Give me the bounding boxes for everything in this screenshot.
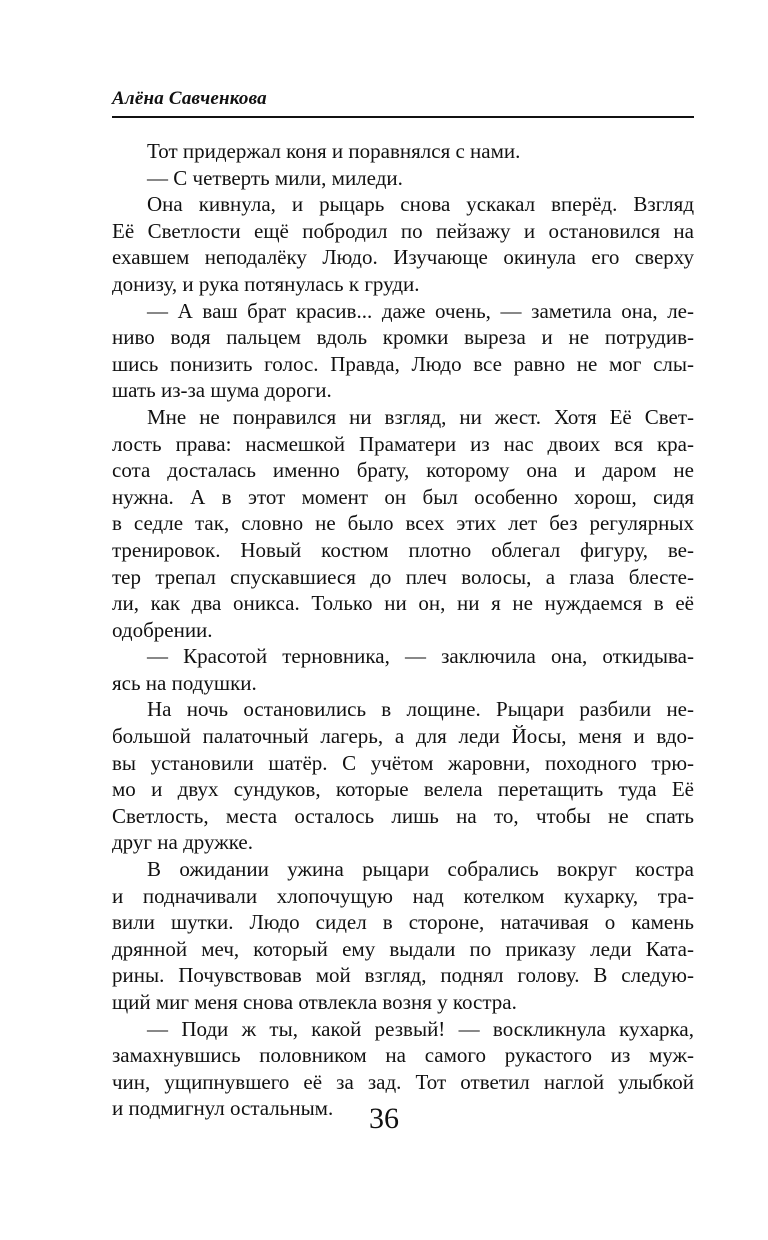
text-line: ехавшем неподалёку Людо. Изучающе окинула его сверху bbox=[112, 245, 694, 270]
text-line: ли, как два оникса. Только ни он, ни я не нуждаемся в её bbox=[112, 591, 694, 616]
text-line: — С четверть мили, миледи. bbox=[147, 165, 403, 190]
text-line: в седле так, словно не было всех этих лет без регулярных bbox=[112, 511, 694, 536]
text-line: На ночь остановились в лощине. Рыцари разбили не- bbox=[147, 697, 694, 722]
text-line: чин, ущипнувшего её за зад. Тот ответил наглой улыбкой bbox=[112, 1069, 694, 1094]
text-line: щий миг меня снова отвлекла возня у костра. bbox=[112, 990, 517, 1014]
text-line: Тот придержал коня и поравнялся с нами. bbox=[147, 139, 521, 163]
text-line: одобрении. bbox=[112, 617, 213, 642]
page-number: 36 bbox=[369, 1102, 399, 1135]
text-line: сота досталась именно брату, которому она и даром не bbox=[112, 458, 694, 483]
text-line: и подначивали хлопочущую над котелком кухарку, тра- bbox=[112, 883, 694, 908]
text-line: Мне не понравился ни взгляд, ни жест. Хотя Её Свет- bbox=[147, 404, 694, 429]
text-line: — Поди ж ты, какой резвый! — воскликнула кухарка, bbox=[147, 1016, 694, 1041]
text-line: шись понизить голос. Правда, Людо все равно не мог слы- bbox=[112, 351, 694, 376]
text-line: тер трепал спускавшиеся до плеч волосы, а глаза блесте- bbox=[112, 564, 694, 589]
text-line: замахнувшись половником на самого рукастого из муж- bbox=[112, 1043, 694, 1068]
text-line: дрянной меч, который ему выдали по приказу леди Ката- bbox=[112, 936, 694, 961]
text-line: донизу, и рука потянулась к груди. bbox=[112, 271, 420, 296]
text-line: вили шутки. Людо сидел в стороне, натачивая о камень bbox=[112, 910, 694, 935]
text-line: Светлость, места осталось лишь на то, чтобы не спать bbox=[112, 803, 694, 828]
text-line: и подмигнул остальным. bbox=[112, 1096, 334, 1121]
text-line: Она кивнула, и рыцарь снова ускакал вперёд. Взгляд bbox=[147, 192, 694, 217]
running-head-author: Алёна Савченкова bbox=[112, 88, 267, 109]
text-line: шать из-за шума дороги. bbox=[112, 378, 332, 403]
text-line: вы установили шатёр. С учётом жаровни, походного трю- bbox=[112, 750, 694, 775]
text-line: — А ваш брат красив... даже очень, — заметила она, ле- bbox=[147, 298, 694, 323]
text-line: ниво водя пальцем вдоль кромки выреза и не потрудив- bbox=[112, 325, 694, 350]
body-text bbox=[112, 138, 694, 1122]
text-line: ясь на подушки. bbox=[112, 670, 257, 695]
text-line: тренировок. Новый костюм плотно облегал фигуру, ве- bbox=[112, 537, 694, 562]
text-line: В ожидании ужина рыцари собрались вокруг костра bbox=[147, 857, 694, 882]
text-line: рины. Почувствовав мой взгляд, поднял голову. В следую- bbox=[112, 963, 694, 988]
text-line: друг на дружке. bbox=[112, 830, 253, 855]
text-line: Её Светлости ещё побродил по пейзажу и остановился на bbox=[112, 218, 694, 243]
text-line: — Красотой терновника, — заключила она, откидыва- bbox=[147, 644, 694, 669]
text-line: мо и двух сундуков, которые велела перетащить туда Её bbox=[112, 777, 694, 802]
text-line: большой палаточный лагерь, а для леди Йосы, меня и вдо- bbox=[112, 724, 694, 749]
header-rule bbox=[112, 116, 694, 118]
text-line: нужна. А в этот момент он был особенно хорош, сидя bbox=[112, 484, 694, 509]
text-line: лость права: насмешкой Праматери из нас двоих вся кра- bbox=[112, 431, 694, 456]
